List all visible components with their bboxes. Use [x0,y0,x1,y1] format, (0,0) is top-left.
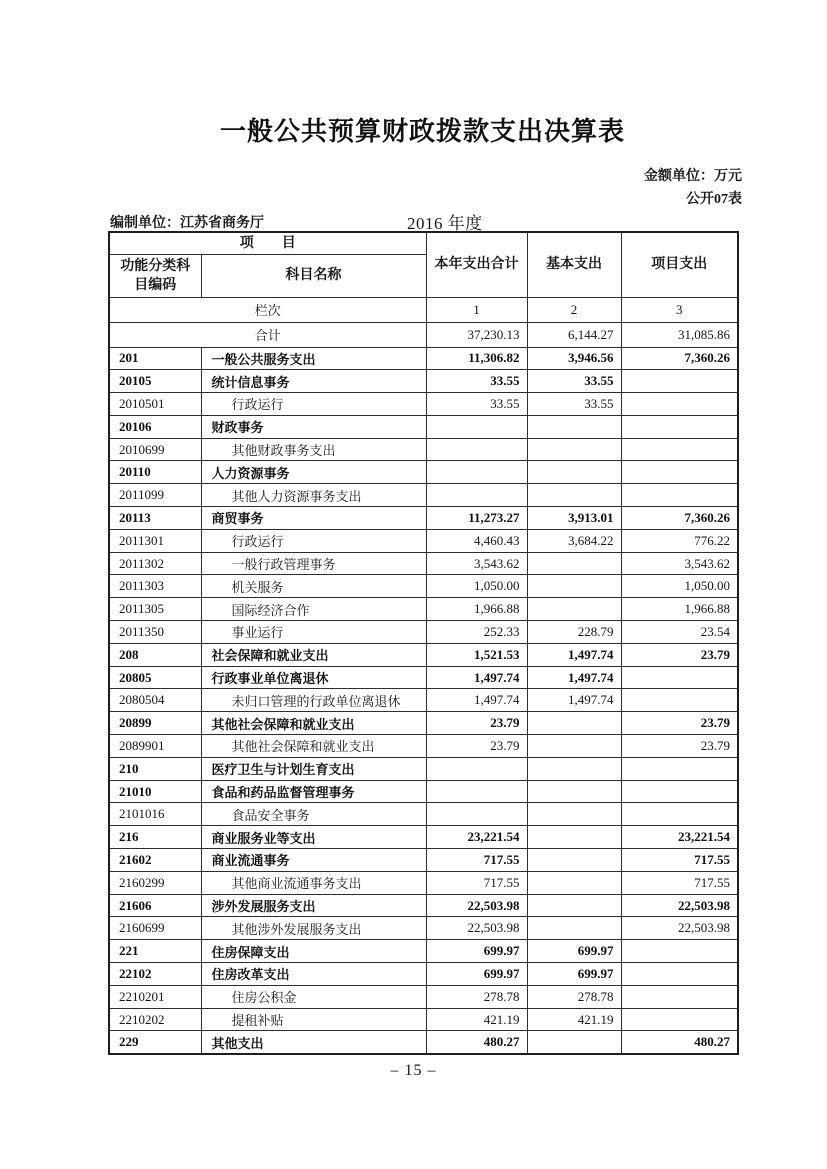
cell-total: 1,050.00 [426,575,527,598]
cell-code: 2080504 [109,689,201,712]
cell-name: 事业运行 [201,621,426,644]
cell-total [426,438,527,461]
cell-basic: 3,684.22 [527,529,621,552]
cell-code: 201 [109,347,201,370]
prepared-by: 编制单位：江苏省商务厅 [110,216,264,231]
cell-total: 23.79 [426,735,527,758]
cell-code: 20106 [109,415,201,438]
table-row [109,666,738,689]
cell-basic [527,780,621,803]
table-row [109,529,738,552]
cell-project [621,940,738,963]
grand-total-project: 31,085.86 [621,322,738,347]
cell-name: 财政事务 [201,415,426,438]
cell-name: 其他财政事务支出 [201,438,426,461]
unit-note: 金额单位：万元 [644,169,742,184]
cell-basic: 1,497.74 [527,689,621,712]
cell-code: 2160699 [109,917,201,940]
cell-code: 20110 [109,461,201,484]
cell-code: 20899 [109,712,201,735]
cell-name: 住房保障支出 [201,940,426,963]
lane-label: 栏次 [109,297,426,322]
table-row [109,826,738,849]
table-row [109,484,738,507]
cell-name: 行政运行 [201,529,426,552]
cell-basic: 228.79 [527,621,621,644]
table-row [109,940,738,963]
cell-name: 提租补贴 [201,1008,426,1031]
cell-project: 776.22 [621,529,738,552]
lane-col-2: 2 [527,297,621,322]
cell-basic: 699.97 [527,940,621,963]
cell-name: 国际经济合作 [201,598,426,621]
cell-name: 人力资源事务 [201,461,426,484]
cell-basic [527,917,621,940]
cell-total: 421.19 [426,1008,527,1031]
cell-project: 22,503.98 [621,894,738,917]
cell-basic [527,849,621,872]
cell-project: 717.55 [621,871,738,894]
cell-code: 221 [109,940,201,963]
cell-code: 2160299 [109,871,201,894]
header-item-group: 项 目 [109,232,426,254]
table-row [109,621,738,644]
cell-code: 2210202 [109,1008,201,1031]
table-row [109,735,738,758]
table-row [109,393,738,416]
cell-name: 统计信息事务 [201,370,426,393]
cell-project: 1,966.88 [621,598,738,621]
cell-code: 2010699 [109,438,201,461]
cell-project [621,985,738,1008]
cell-total: 33.55 [426,393,527,416]
cell-total: 699.97 [426,963,527,986]
cell-project [621,393,738,416]
cell-project [621,370,738,393]
cell-code: 21606 [109,894,201,917]
cell-basic [527,757,621,780]
table-row [109,1031,738,1054]
cell-name: 商业流通事务 [201,849,426,872]
table-row [109,871,738,894]
cell-project [621,415,738,438]
table-row [109,552,738,575]
cell-code: 2089901 [109,735,201,758]
cell-project: 717.55 [621,849,738,872]
cell-total: 1,966.88 [426,598,527,621]
header-basic-col: 基本支出 [527,232,621,297]
cell-name: 商业服务业等支出 [201,826,426,849]
grand-total-basic: 6,144.27 [527,322,621,347]
cell-basic: 699.97 [527,963,621,986]
cell-name: 食品和药品监督管理事务 [201,780,426,803]
cell-basic: 33.55 [527,370,621,393]
cell-total [426,803,527,826]
table-row [109,894,738,917]
cell-code: 2011099 [109,484,201,507]
cell-code: 2210201 [109,985,201,1008]
cell-basic [527,438,621,461]
cell-basic [527,735,621,758]
cell-total [426,757,527,780]
header-code-col: 功能分类科目编码 [109,254,201,297]
header-project-col: 项目支出 [621,232,738,297]
cell-code: 2011301 [109,529,201,552]
cell-basic [527,461,621,484]
cell-project: 1,050.00 [621,575,738,598]
table-row [109,689,738,712]
cell-basic [527,552,621,575]
cell-name: 食品安全事务 [201,803,426,826]
lane-row [109,297,738,322]
cell-code: 20805 [109,666,201,689]
cell-total: 3,543.62 [426,552,527,575]
cell-total: 22,503.98 [426,894,527,917]
cell-basic: 278.78 [527,985,621,1008]
cell-code: 2101016 [109,803,201,826]
cell-name: 其他涉外发展服务支出 [201,917,426,940]
table-row [109,370,738,393]
cell-name: 未归口管理的行政单位离退休 [201,689,426,712]
cell-total: 11,306.82 [426,347,527,370]
meta-block [108,165,742,211]
page-number: – 15 – [390,1062,437,1079]
cell-code: 20113 [109,507,201,530]
cell-basic: 1,497.74 [527,666,621,689]
table-row [109,438,738,461]
cell-code: 208 [109,643,201,666]
cell-total [426,484,527,507]
cell-project [621,1008,738,1031]
cell-name: 商贸事务 [201,507,426,530]
cell-code: 21010 [109,780,201,803]
cell-basic: 1,497.74 [527,643,621,666]
table-row [109,461,738,484]
cell-project: 3,543.62 [621,552,738,575]
lane-col-1: 1 [426,297,527,322]
cell-project [621,484,738,507]
lane-col-3: 3 [621,297,738,322]
cell-total: 33.55 [426,370,527,393]
cell-basic [527,575,621,598]
cell-basic: 3,946.56 [527,347,621,370]
cell-code: 2011350 [109,621,201,644]
cell-code: 210 [109,757,201,780]
cell-basic [527,871,621,894]
cell-name: 涉外发展服务支出 [201,894,426,917]
cell-basic [527,415,621,438]
cell-total: 717.55 [426,871,527,894]
cell-total: 278.78 [426,985,527,1008]
table-row [109,803,738,826]
cell-project [621,666,738,689]
cell-basic [527,826,621,849]
grand-total-label: 合计 [109,322,426,347]
cell-project: 23.79 [621,712,738,735]
grand-total-row [109,322,738,347]
cell-project: 23.54 [621,621,738,644]
cell-name: 其他商业流通事务支出 [201,871,426,894]
table-row [109,415,738,438]
cell-code: 229 [109,1031,201,1054]
table-row [109,849,738,872]
table-row [109,963,738,986]
table-body [109,347,738,1054]
sheet-label: 公开07表 [686,192,742,207]
cell-total [426,461,527,484]
cell-project [621,438,738,461]
cell-name: 行政事业单位离退休 [201,666,426,689]
cell-total: 717.55 [426,849,527,872]
table-row [109,347,738,370]
table-row [109,598,738,621]
cell-project: 23,221.54 [621,826,738,849]
table-row [109,757,738,780]
year-label: 2016 年度 [407,214,483,233]
cell-name: 其他社会保障和就业支出 [201,735,426,758]
table-row [109,712,738,735]
table-row [109,643,738,666]
cell-code: 21602 [109,849,201,872]
cell-total: 23.79 [426,712,527,735]
cell-basic [527,894,621,917]
cell-total: 22,503.98 [426,917,527,940]
cell-project [621,757,738,780]
cell-basic: 3,913.01 [527,507,621,530]
cell-name: 机关服务 [201,575,426,598]
cell-name: 其他人力资源事务支出 [201,484,426,507]
cell-project: 22,503.98 [621,917,738,940]
cell-project [621,689,738,712]
cell-basic: 421.19 [527,1008,621,1031]
cell-project [621,803,738,826]
page-title: 一般公共预算财政拨款支出决算表 [219,117,625,146]
cell-code: 216 [109,826,201,849]
cell-name: 社会保障和就业支出 [201,643,426,666]
grand-total-amount: 37,230.13 [426,322,527,347]
cell-total: 480.27 [426,1031,527,1054]
cell-total: 4,460.43 [426,529,527,552]
prepared-line [110,212,739,232]
cell-total [426,415,527,438]
cell-name: 医疗卫生与计划生育支出 [201,757,426,780]
cell-basic [527,598,621,621]
cell-name: 一般行政管理事务 [201,552,426,575]
cell-basic [527,484,621,507]
cell-code: 2011302 [109,552,201,575]
cell-basic [527,712,621,735]
cell-project [621,780,738,803]
cell-basic: 33.55 [527,393,621,416]
cell-basic [527,803,621,826]
table-row [109,575,738,598]
cell-project [621,461,738,484]
cell-code: 2011303 [109,575,201,598]
cell-basic [527,1031,621,1054]
cell-name: 其他支出 [201,1031,426,1054]
table-row [109,780,738,803]
cell-code: 2011305 [109,598,201,621]
cell-total: 699.97 [426,940,527,963]
cell-total: 1,497.74 [426,666,527,689]
cell-name: 行政运行 [201,393,426,416]
cell-name: 一般公共服务支出 [201,347,426,370]
cell-code: 22102 [109,963,201,986]
header-name-col: 科目名称 [201,254,426,297]
cell-project: 480.27 [621,1031,738,1054]
cell-name: 住房改革支出 [201,963,426,986]
cell-code: 20105 [109,370,201,393]
cell-total [426,780,527,803]
table-row [109,507,738,530]
cell-name: 住房公积金 [201,985,426,1008]
cell-total: 1,497.74 [426,689,527,712]
cell-code: 2010501 [109,393,201,416]
cell-project [621,963,738,986]
cell-name: 其他社会保障和就业支出 [201,712,426,735]
cell-total: 1,521.53 [426,643,527,666]
cell-project: 23.79 [621,643,738,666]
header-row-item [109,232,738,254]
table-row [109,985,738,1008]
table-row [109,1008,738,1031]
cell-project: 23.79 [621,735,738,758]
budget-table [108,231,739,1055]
cell-total: 11,273.27 [426,507,527,530]
table-row [109,917,738,940]
cell-project: 7,360.26 [621,507,738,530]
cell-project: 7,360.26 [621,347,738,370]
cell-total: 252.33 [426,621,527,644]
header-total-col: 本年支出合计 [426,232,527,297]
cell-total: 23,221.54 [426,826,527,849]
